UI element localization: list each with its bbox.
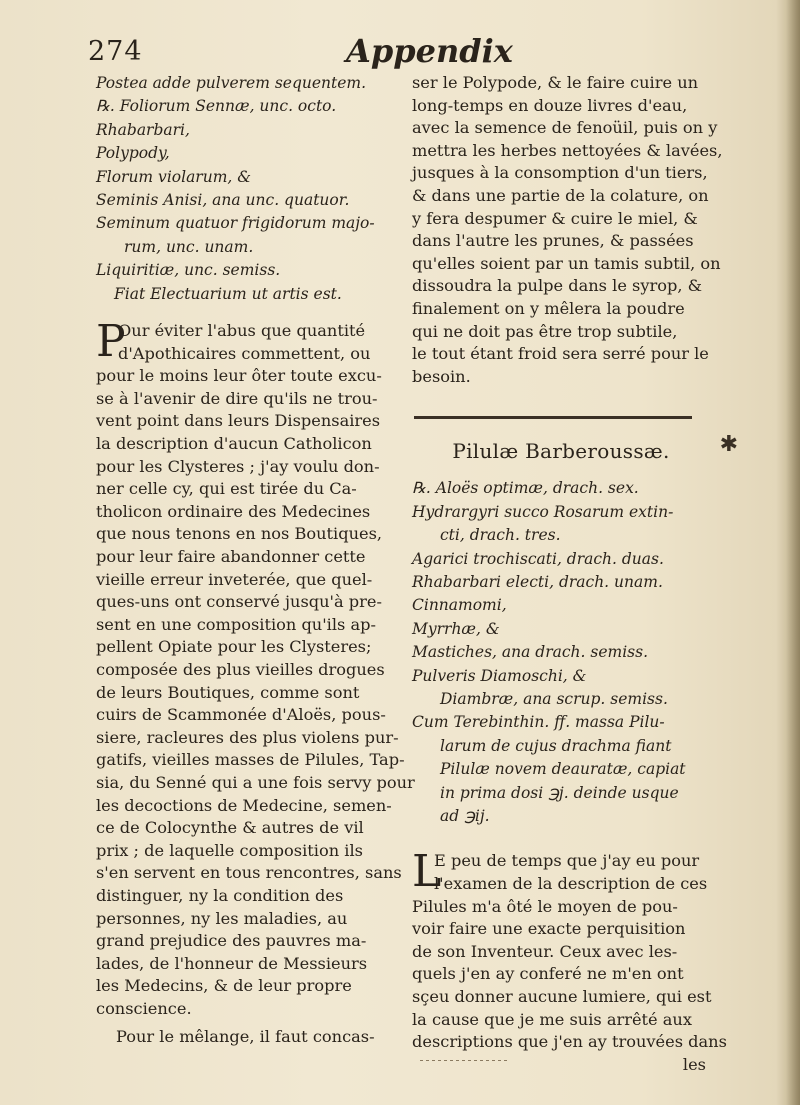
- drop-cap: L: [412, 846, 442, 898]
- recipe-line: Pulveris Diamoschi, &: [412, 666, 587, 685]
- text-line: jusques à la consomption d'un tiers,: [412, 163, 708, 183]
- text-line: mettra les herbes nettoyées & lavées,: [412, 140, 723, 160]
- recipe-line: Postea adde pulverem sequentem.: [96, 74, 367, 92]
- text-line: qui ne doit pas être trop subtile,: [412, 321, 678, 341]
- recipe-line: ad ℈ij.: [440, 807, 490, 825]
- text-line: qu'elles soient par un tamis subtil, on: [412, 253, 721, 273]
- text-line: besoin.: [412, 366, 471, 386]
- text-line: voir faire une exacte perquisition: [412, 919, 686, 939]
- recipe-line: Myrrhæ, &: [412, 619, 500, 638]
- text-line: distinguer, ny la condition des: [96, 885, 344, 905]
- text-line: pour les Clysteres ; j'ay voulu don-: [96, 456, 380, 476]
- recipe-line: Seminis Anisi, ana unc. quatuor.: [96, 191, 350, 210]
- text-line: se à l'avenir de dire qu'ils ne trou-: [96, 388, 378, 408]
- text-line: les decoctions de Medecine, semen-: [96, 795, 392, 815]
- text-line: d'Apothicaires commettent, ou: [118, 343, 371, 363]
- recipe-line: Polypody,: [96, 144, 170, 163]
- text-line: E peu de temps que j'ay eu pour: [434, 851, 700, 871]
- recipe-line: rum, unc. unam.: [124, 237, 254, 256]
- text-line: cuirs de Scammonée d'Aloës, pous-: [96, 705, 386, 725]
- text-line: ser le Polypode, & le faire cuire un: [412, 73, 699, 92]
- text-line: dissoudra la pulpe dans le syrop, &: [412, 276, 703, 296]
- section-title: Pilulæ Barberoussæ.: [452, 439, 670, 464]
- recipe-line: Cinnamomi,: [412, 596, 507, 615]
- text-line: dans l'autre les prunes, & passées: [412, 231, 694, 251]
- bottom-divider: [420, 1060, 510, 1061]
- text-line: lades, de l'honneur de Messieurs: [96, 953, 368, 973]
- text-line: de leurs Boutiques, comme sont: [96, 682, 360, 702]
- ornament-asterisk-icon: ✱: [719, 432, 738, 457]
- recipe-line: Diambræ, ana scrup. semiss.: [440, 689, 668, 708]
- page-header: [88, 32, 728, 76]
- recipe-line: larum de cujus drachma fiant: [440, 736, 672, 755]
- right-recipe: [412, 477, 710, 828]
- text-line: la description d'aucun Catholicon: [96, 434, 372, 454]
- text-line: Pilules m'a ôté le moyen de pou-: [412, 896, 678, 916]
- text-line: pour le moins leur ôter toute excu-: [96, 366, 382, 386]
- recipe-line: Liquiritiæ, unc. semiss.: [96, 261, 281, 280]
- text-line: pellent Opiate pour les Clysteres;: [96, 637, 372, 657]
- text-line: sçeu donner aucune lumiere, qui est: [412, 986, 712, 1006]
- text-line: tholicon ordinaire des Medecines: [96, 501, 371, 521]
- text-line: le tout étant froid sera serré pour le: [412, 344, 709, 364]
- text-line: siere, racleures des plus violens pur-: [96, 727, 399, 747]
- recipe-line: cti, drach. tres.: [440, 526, 561, 545]
- left-paragraph: [96, 316, 415, 1049]
- recipe-line: ℞. Aloës optimæ, drach. sex.: [412, 479, 639, 498]
- recipe-line: Mastiches, ana drach. semiss.: [412, 643, 648, 662]
- text-line: ce de Colocynthe & autres de vil: [96, 818, 364, 838]
- left-recipe: [96, 72, 392, 306]
- text-line: vent point dans leurs Dispensaires: [96, 411, 381, 431]
- text-line: quels j'en ay conferé ne m'en ont: [412, 964, 684, 984]
- text-line: personnes, ny les maladies, au: [96, 908, 348, 928]
- text-line: Our éviter l'abus que quantité: [118, 321, 366, 341]
- text-line: l'examen de la description de ces: [434, 874, 708, 893]
- recipe-line: Florum violarum, &: [96, 167, 252, 186]
- recipe-line: Hydrargyri succo Rosarum extin-: [412, 502, 674, 521]
- text-line: finalement on y mêlera la poudre: [412, 298, 685, 318]
- page-edge-shadow: [786, 0, 800, 1105]
- recipe-line: Seminum quatuor frigidorum majo-: [96, 214, 375, 233]
- text-line: Pour le mêlange, il faut concas-: [116, 1027, 375, 1047]
- text-line: que nous tenons en nos Boutiques,: [96, 524, 383, 544]
- right-column: [412, 72, 727, 1076]
- running-title: Appendix: [346, 32, 513, 70]
- text-line: pour leur faire abandonner cette: [96, 547, 366, 566]
- text-line: & dans une partie de la colature, on: [412, 185, 709, 205]
- page-number: 274: [88, 36, 143, 67]
- left-column: [96, 72, 415, 1049]
- text-line: prix ; de laquelle composition ils: [96, 840, 363, 860]
- catchword: les: [682, 1054, 706, 1074]
- text-line: gatifs, vieilles masses de Pilules, Tap-: [96, 750, 405, 770]
- recipe-line: Rhabarbari electi, drach. unam.: [412, 572, 663, 591]
- text-line: vieille erreur inveterée, que quel-: [96, 569, 373, 589]
- text-line: conscience.: [96, 998, 192, 1018]
- section-divider: [414, 416, 692, 419]
- text-line: la cause que je me suis arrêté aux: [412, 1009, 692, 1029]
- text-line: ques-uns ont conservé jusqu'à pre-: [96, 592, 382, 612]
- text-line: les Medecins, & de leur propre: [96, 976, 352, 996]
- text-line: y fera despumer & cuire le miel, &: [412, 208, 698, 228]
- text-line: composée des plus vieilles drogues: [96, 659, 385, 679]
- text-line: avec la semence de fenoüil, puis on y: [412, 118, 718, 138]
- text-line: long-temps en douze livres d'eau,: [412, 95, 688, 115]
- recipe-line: ℞. Foliorum Sennæ, unc. octo.: [96, 97, 337, 116]
- recipe-line: Rhabarbari,: [96, 120, 190, 139]
- recipe-line: in prima dosi ℈j. deinde usque: [440, 783, 679, 802]
- recipe-line: Fiat Electuarium ut artis est.: [114, 284, 342, 303]
- text-line: sia, du Senné qui a une fois servy pour: [96, 772, 415, 792]
- right-top-paragraph: [412, 72, 723, 388]
- text-line: ner celle cy, qui est tirée du Ca-: [96, 479, 357, 499]
- recipe-line: Cum Terebinthin. ff. massa Pilu-: [412, 713, 665, 732]
- text-line: de son Inventeur. Ceux avec les-: [412, 941, 678, 961]
- recipe-line: Agarici trochiscati, drach. duas.: [412, 549, 664, 568]
- right-paragraph: [412, 846, 727, 1076]
- drop-cap: P: [96, 316, 126, 368]
- text-line: sent en une composition qu'ils ap-: [96, 614, 376, 634]
- text-line: s'en servent en tous rencontres, sans: [96, 863, 402, 883]
- text-line: grand prejudice des pauvres ma-: [96, 931, 367, 951]
- text-line: descriptions que j'en ay trouvées dans: [412, 1032, 727, 1052]
- recipe-line: Pilulæ novem deauratæ, capiat: [440, 760, 686, 779]
